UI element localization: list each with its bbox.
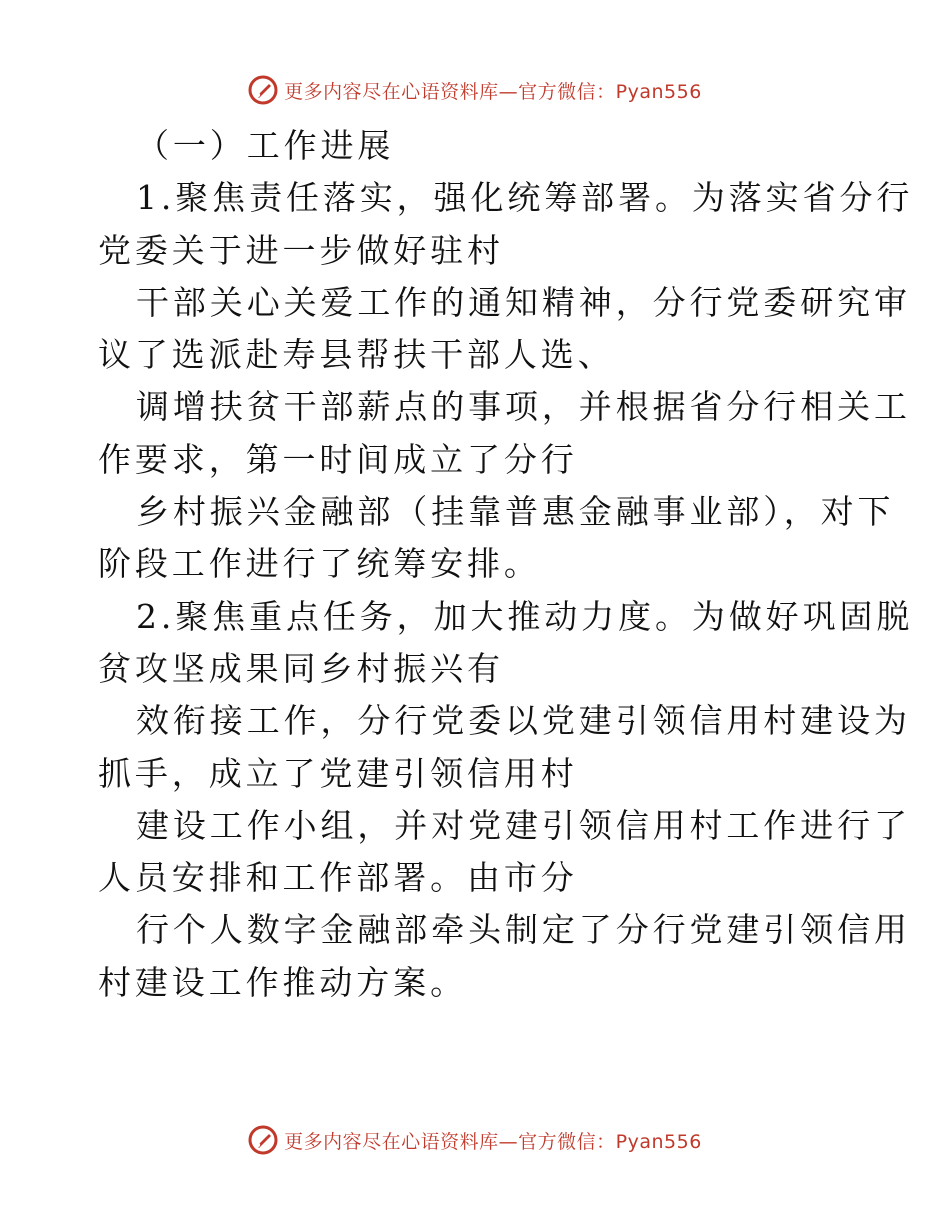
- paragraph-line: 人员安排和工作部署。由市分: [98, 858, 578, 898]
- paragraph-line: 行个人数字金融部牵头制定了分行党建引领信用: [136, 910, 911, 950]
- section-heading: （一）工作进展: [136, 126, 395, 165]
- paragraph-line: 调增扶贫干部薪点的事项，并根据省分行相关工: [136, 387, 911, 427]
- paragraph-line: 议了选派赴寿县帮扶干部人选、: [98, 335, 615, 375]
- paragraph-line: 建设工作小组，并对党建引领信用村工作进行了: [136, 805, 911, 845]
- paragraph-line: 干部关心关爱工作的通知精神，分行党委研究审: [136, 282, 911, 322]
- paragraph-line: 抓手，成立了党建引领信用村: [98, 753, 578, 793]
- paragraph-line: 阶段工作进行了统筹安排。: [98, 544, 541, 584]
- watermark-text: 更多内容尽在心语资料库—官方微信：Pyan556: [284, 80, 702, 103]
- paragraph-line: 乡村振兴金融部（挂靠普惠金融事业部），对下: [136, 492, 895, 532]
- header-watermark: [0, 70, 950, 110]
- paragraph-line: 作要求，第一时间成立了分行: [98, 439, 578, 479]
- footer-watermark: [0, 1120, 950, 1160]
- paragraph-line: 贫攻坚成果同乡村振兴有: [98, 648, 504, 688]
- watermark-text: 更多内容尽在心语资料库—官方微信：Pyan556: [284, 1130, 702, 1153]
- quill-logo-icon: [248, 75, 278, 105]
- paragraph-line: 1.聚焦责任落实，强化统筹部署。为落实省分行: [136, 178, 914, 218]
- paragraph-line: 效衔接工作，分行党委以党建引领信用村建设为: [136, 701, 911, 741]
- quill-logo-icon: [248, 1125, 278, 1155]
- document-body: [98, 120, 914, 1009]
- paragraph-line: 党委关于进一步做好驻村: [98, 230, 504, 270]
- paragraph-line: 2.聚焦重点任务，加大推动力度。为做好巩固脱: [136, 596, 914, 636]
- paragraph-line: 村建设工作推动方案。: [98, 962, 467, 1002]
